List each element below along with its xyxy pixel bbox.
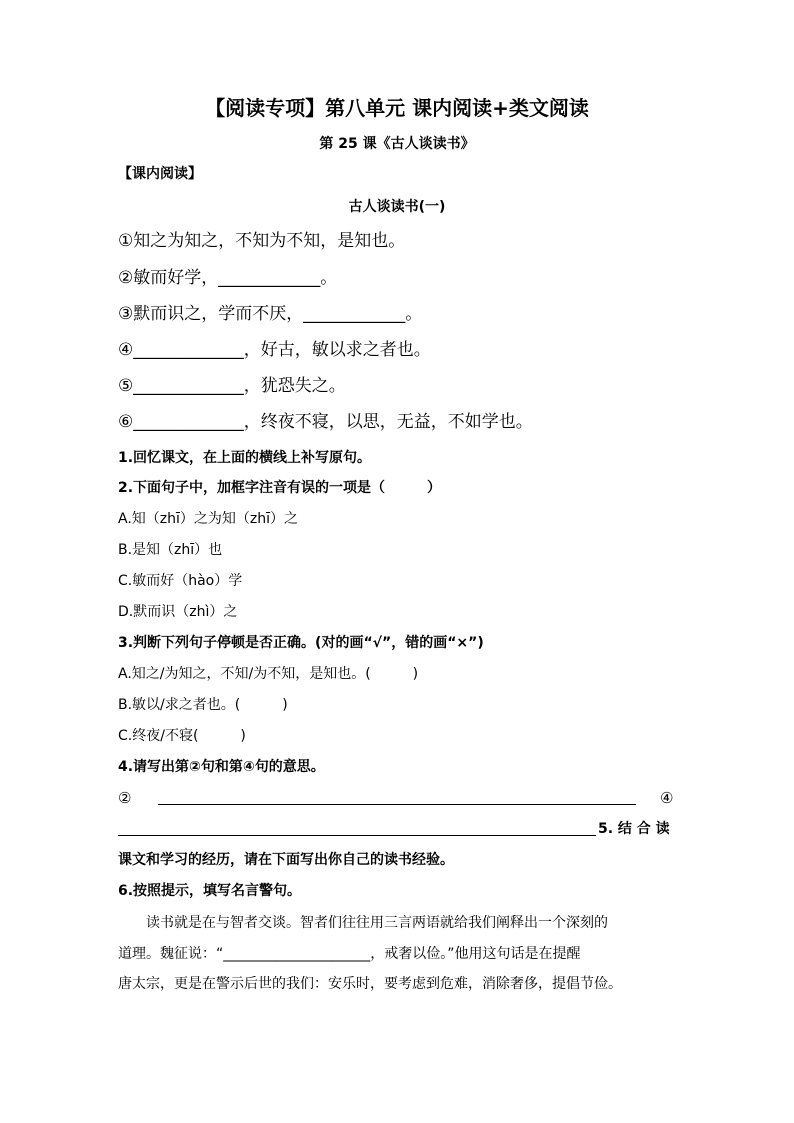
- question-4: 4.请写出第②句和第④句的意思。: [118, 759, 325, 775]
- passage-title: 古人谈读书(一): [348, 199, 446, 215]
- verse-1: ①知之为知之，不知为不知，是知也。: [118, 231, 406, 251]
- q3-option-b: B.敏以/求之者也。( ): [118, 697, 288, 713]
- question-1: 1.回忆课文，在上面的横线上补写原句。: [118, 450, 372, 466]
- q4-mark-sentence-2: ②: [118, 789, 132, 807]
- question-5-continued: 课文和学习的经历，请在下面写出你自己的读书经验。: [118, 852, 454, 868]
- paragraph-line-2: 道理。魏征说：“_____________________，戒奢以俭。”他用这句话是在提醒: [118, 946, 581, 962]
- q2-option-b: B.是知（zhī）也: [118, 542, 223, 558]
- verse-4: ④_____________，好古，敏以求之者也。: [118, 340, 431, 360]
- verse-5: ⑤_____________，犹恐失之。: [118, 376, 346, 396]
- q2-option-d: D.默而识（zhì）之: [118, 604, 238, 620]
- section-heading: 【课内阅读】: [118, 166, 202, 182]
- question-5-start: 5. 结 合 读: [598, 821, 670, 837]
- verse-2: ②敏而好学，____________。: [118, 268, 338, 288]
- verse-3: ③默而识之，学而不厌，____________。: [118, 304, 423, 324]
- q2-option-c: C.敏而好（hào）学: [118, 573, 243, 589]
- q4-mark-sentence-4: ④: [660, 789, 674, 807]
- q4-answer-line-2[interactable]: [118, 835, 596, 836]
- verse-6: ⑥_____________，终夜不寝，以思，无益，不如学也。: [118, 412, 533, 432]
- paragraph-line-1: 读书就是在与智者交谈。智者们往往用三言两语就给我们阐释出一个深刻的: [146, 915, 608, 931]
- q3-option-c: C.终夜/不寝( ): [118, 728, 246, 744]
- page-title: 【阅读专项】第八单元 课内阅读+类文阅读: [205, 96, 589, 120]
- question-2: 2.下面句子中，加框字注音有误的一项是（ ）: [118, 480, 442, 496]
- paragraph-line-3: 唐太宗，更是在警示后世的我们：安乐时，要考虑到危难，消除奢侈，提倡节俭。: [118, 976, 622, 992]
- q2-option-a: A.知（zhī）之为知（zhī）之: [118, 511, 299, 527]
- question-3: 3.判断下列句子停顿是否正确。(对的画“√”，错的画“×”): [118, 635, 484, 651]
- q3-option-a: A.知之/为知之，不知/为不知，是知也。( ): [118, 666, 419, 682]
- q4-answer-line-1[interactable]: [158, 804, 636, 805]
- question-6: 6.按照提示，填写名言警句。: [118, 883, 302, 899]
- lesson-heading: 第 25 课《古人谈读书》: [319, 136, 475, 152]
